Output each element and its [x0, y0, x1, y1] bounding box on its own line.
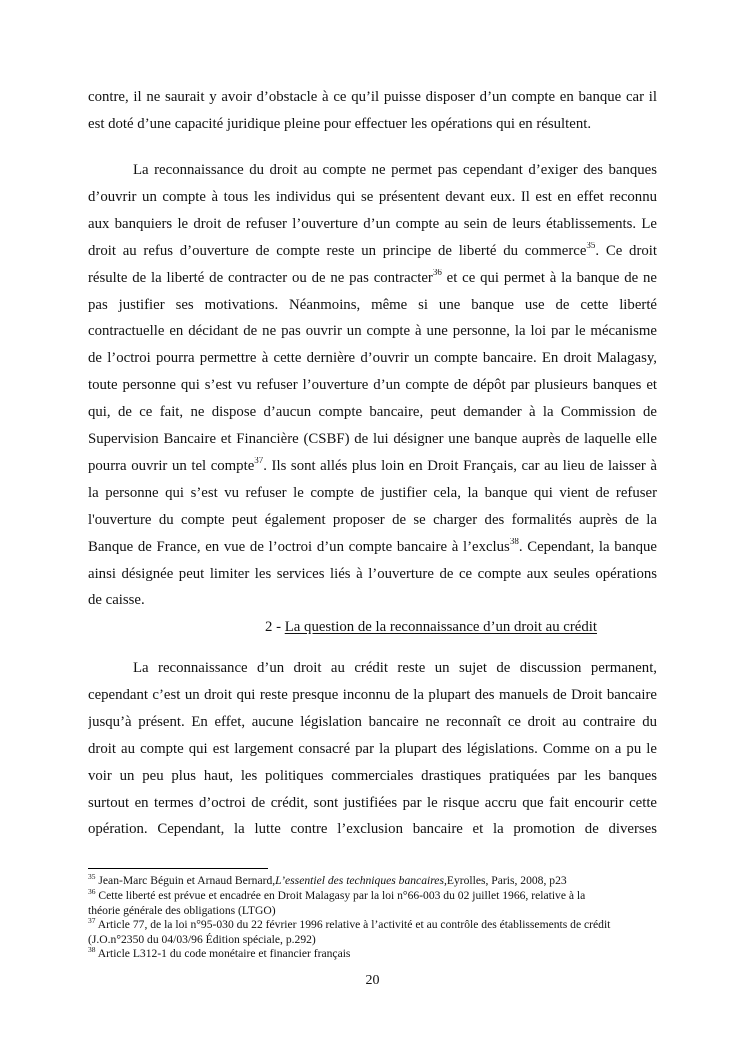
text-line — [88, 794, 657, 812]
footnote-number: 35 — [88, 872, 96, 881]
text-line — [88, 591, 657, 609]
footnote-text: théorie générale des obligations (LTGO) — [88, 904, 276, 917]
footnote-text: Eyrolles, Paris, 2008, p23 — [446, 874, 567, 887]
footnote-text: Article L312-1 du code monétaire et financier français — [95, 947, 351, 960]
text-line — [88, 511, 657, 529]
line-text: contre, il ne saurait y avoir d’obstacle à ce qu’il puisse disposer d’un compte en banque car il — [88, 89, 657, 105]
line-text: pas justifier ses motivations. Néanmoins, même si une banque use de cette liberté — [88, 296, 657, 313]
section-heading — [265, 619, 597, 636]
footnote-text: (J.O.n°2350 du 04/03/96 Édition spéciale, p.292) — [88, 933, 316, 946]
footnote-text: Jean-Marc Béguin et Arnaud Bernard, — [95, 874, 276, 887]
line-text: . Ce droit — [595, 242, 657, 259]
text-line — [133, 659, 657, 677]
text-line — [88, 188, 657, 206]
footnote-ref[interactable]: 35 — [586, 241, 596, 250]
footnote — [88, 904, 276, 918]
line-text: et ce qui permet à la banque de ne — [441, 269, 657, 286]
text-line — [88, 820, 657, 838]
line-text: cependant c’est un droit qui reste presque inconnu de la plupart des manuels de Droit bancaire — [88, 686, 657, 703]
line-text: résulte de la liberté de contracter ou de ne pas contracter — [88, 269, 433, 286]
text-line — [88, 484, 657, 502]
page-number: 20 — [365, 973, 380, 988]
footnote-number: 38 — [88, 945, 96, 954]
line-text: droit au compte qui est largement consacré par la plupart des législations. Comme on a pu le — [88, 740, 657, 757]
text-line — [88, 565, 657, 583]
footnote-ref[interactable]: 36 — [432, 268, 442, 277]
line-text: de l’octroi pourra permettre à cette dernière d’ouvrir un compte bancaire. En droit Malagasy, — [88, 350, 657, 367]
text-line — [88, 349, 657, 367]
line-text: jusqu’à présent. En effet, aucune législation bancaire ne reconnaît ce droit au contraire du — [88, 713, 657, 730]
footnote-book-title: L’essentiel des techniques bancaires, — [275, 874, 447, 887]
text-line — [88, 767, 657, 785]
text-line — [88, 296, 657, 314]
footnote-text: Article 77, de la loi n°95-030 du 22 février 1996 relative à l’activité et au contrôle des établissements de crédit — [95, 918, 611, 931]
text-line — [88, 430, 657, 448]
footnote — [88, 947, 350, 961]
footnote-ref[interactable]: 37 — [254, 456, 264, 465]
line-text: l'ouverture du compte peut également proposer de se charger des formalités auprès de la — [88, 511, 657, 528]
footnote-number: 37 — [88, 916, 96, 925]
text-line — [88, 215, 657, 233]
line-text: aux banquiers le droit de refuser l’ouverture d’un compte au sein de leurs établissements. Le — [88, 215, 657, 232]
line-text: la personne qui s’est vu refuser le compte de justifier cela, la banque qui vient de refuser — [88, 484, 657, 501]
line-text: droit au refus d’ouverture de compte reste un principe de liberté du commerce — [88, 242, 587, 259]
text-line — [88, 376, 657, 394]
line-text: opération. Cependant, la lutte contre l’exclusion bancaire et la promotion de diverses — [88, 821, 657, 838]
footnote — [88, 874, 567, 888]
text-line — [88, 457, 657, 475]
line-text: Banque de France, en vue de l’octroi d’un compte bancaire à l’exclus — [88, 538, 510, 555]
line-text: ainsi désignée peut limiter les services liés à l’ouverture de ce compte aux seules opérations — [88, 565, 657, 582]
text-line — [88, 713, 657, 731]
footnote — [88, 918, 610, 932]
line-text: voir un peu plus haut, les politiques commerciales drastiques pratiquées par les banques — [88, 767, 657, 784]
line-text: La reconnaissance du droit au compte ne permet pas cependant d’exiger des banques — [133, 162, 657, 178]
line-text: qui, de ce fait, ne dispose d’aucun compte bancaire, peut demander à la Commission de — [88, 404, 657, 421]
footnote-separator — [88, 868, 268, 869]
section-title: La question de la reconnaissance d’un droit au crédit — [284, 619, 597, 635]
text-line — [88, 322, 657, 340]
text-line — [133, 161, 657, 179]
footnote-text: Cette liberté est prévue et encadrée en Droit Malagasy par la loi n°66-003 du 02 juillet 1966, relative à la — [95, 889, 586, 902]
text-line — [88, 538, 657, 556]
line-text: Supervision Bancaire et Financière (CSBF) de lui désigner une banque auprès de laquelle elle — [88, 431, 657, 447]
text-line — [88, 88, 657, 106]
line-text: de caisse. — [88, 592, 145, 609]
footnote-ref[interactable]: 38 — [509, 537, 519, 546]
footnote — [88, 933, 316, 947]
line-text: La reconnaissance d’un droit au crédit reste un sujet de discussion permanent, — [133, 660, 657, 676]
text-line — [88, 686, 657, 704]
text-line — [88, 740, 657, 758]
text-line — [88, 403, 657, 421]
text-line — [88, 269, 657, 287]
footnote — [88, 889, 585, 903]
line-text: surtout en termes d’octroi de crédit, sont justifiées par le risque accru que fait encourir cette — [88, 794, 657, 811]
line-text: . Ils sont allés plus loin en Droit Français, car au lieu de laisser à — [263, 457, 657, 474]
section-number: 2 - — [265, 619, 285, 635]
line-text: d’ouvrir un compte à tous les individus qui se présentent devant eux. Il est en effet reconnu — [88, 188, 657, 205]
line-text: est doté d’une capacité juridique pleine pour effectuer les opérations qui en résultent. — [88, 115, 592, 132]
line-text: pourra ouvrir un tel compte — [88, 457, 255, 474]
line-text: contractuelle en décidant de ne pas ouvrir un compte à une personne, la loi par le mécanisme — [88, 323, 657, 340]
text-line — [88, 115, 657, 133]
text-line — [88, 242, 657, 260]
footnote-number: 36 — [88, 887, 96, 896]
line-text: toute personne qui s’est vu refuser l’ouverture d’un compte de dépôt par plusieurs banques et — [88, 377, 657, 394]
line-text: . Cependant, la banque — [518, 538, 657, 555]
